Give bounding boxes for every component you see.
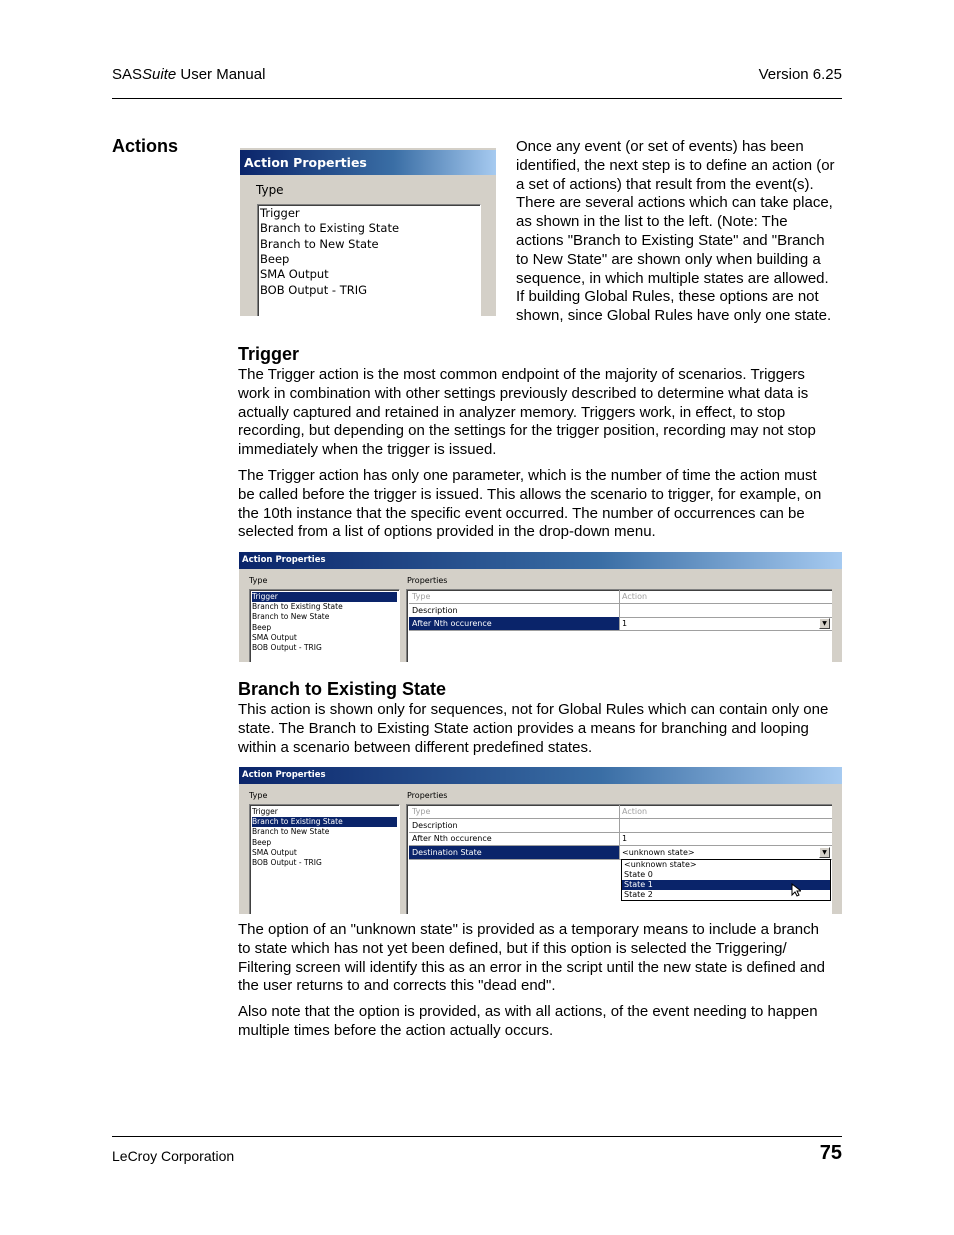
version-label: Version 6.25 [758, 66, 842, 83]
dropdown-option[interactable]: <unknown state> [624, 860, 697, 869]
unknown-state-paragraph [238, 921, 825, 996]
dropdown-option[interactable]: State 1 [622, 880, 830, 890]
text-line: actions "Branch to Existing State" and "Branch [516, 231, 825, 249]
branch-paragraph [238, 701, 828, 757]
text-line: Once any event (or set of events) has been [516, 138, 804, 155]
text-line: identified, the next step is to define an action (or [516, 156, 835, 174]
type-list-item[interactable]: Beep [252, 622, 272, 632]
text-line: Filtering screen will identify this as an error in the script until the new state is defined and [238, 958, 825, 976]
grid-row[interactable] [409, 846, 832, 860]
text-line: within a scenario between different predefined states. [238, 738, 593, 756]
text-line: a set of actions) that result from the event(s). [516, 175, 814, 193]
property-name: After Nth occurence [409, 832, 620, 845]
text-line: state. The Branch to Existing State action provides a means for branching and looping [238, 719, 809, 737]
action-properties-dialog-trigger [239, 552, 842, 662]
property-value[interactable]: 1 [622, 619, 628, 628]
properties-label: Properties [407, 576, 448, 585]
dropdown-option[interactable]: State 2 [624, 890, 653, 899]
header-rule [112, 98, 842, 99]
property-name: Description [409, 604, 620, 617]
type-list-item[interactable]: Branch to New State [252, 612, 330, 622]
repeat-note-paragraph [238, 1003, 818, 1041]
grid-header-row [409, 590, 832, 604]
property-name: Description [409, 819, 620, 832]
type-list-item[interactable]: Beep [260, 251, 290, 266]
text-line: The Trigger action is the most common endpoint of the majority of scenarios. Triggers [238, 366, 805, 383]
property-value[interactable]: 1 [622, 834, 628, 843]
type-list-item[interactable]: Branch to New State [260, 236, 379, 251]
dropdown-option[interactable]: State 0 [624, 870, 653, 879]
grid-row[interactable] [409, 604, 832, 618]
text-line: multiple times before the action actually occurs. [238, 1021, 554, 1039]
grid-row[interactable] [409, 832, 832, 846]
dialog-title: Action Properties [240, 148, 496, 175]
type-listbox[interactable] [249, 804, 400, 914]
text-line: There are several actions which can take place, [516, 194, 833, 212]
type-list-item[interactable]: Trigger [252, 592, 397, 602]
grid-row[interactable] [409, 617, 832, 631]
text-line: If building Global Rules, these options are not [516, 288, 819, 306]
property-value[interactable] [619, 604, 832, 617]
type-label: Type [249, 576, 268, 585]
text-line: shown, since Global Rules have only one state. [516, 307, 832, 325]
intro-paragraph [516, 138, 835, 326]
text-line: as shown in the list to the left. (Note: The [516, 213, 788, 231]
product-italic: Suite [142, 66, 177, 83]
type-listbox[interactable] [257, 204, 481, 316]
property-name: After Nth occurence [409, 617, 620, 630]
text-line: The Trigger action has only one parameter, which is the number of time the action must [238, 467, 817, 484]
properties-label: Properties [407, 791, 448, 800]
type-list-item[interactable]: Beep [252, 837, 272, 847]
grid-row[interactable] [409, 819, 832, 833]
text-line: selected from a list of options provided in the drop-down menu. [238, 523, 656, 541]
trigger-paragraph-1 [238, 366, 816, 460]
type-label: Type [249, 791, 268, 800]
footer-company: LeCroy Corporation [112, 1148, 235, 1164]
property-name: Type [409, 805, 620, 818]
property-value[interactable] [619, 819, 832, 832]
text-line: be called before the trigger is issued. This allows the scenario to trigger, for example, on [238, 485, 822, 503]
dialog-title: Action Properties [239, 767, 842, 784]
mouse-cursor-icon [791, 883, 801, 897]
type-list-item[interactable]: BOB Output - TRIG [260, 282, 368, 297]
footer-rule [112, 1136, 842, 1137]
dialog-title: Action Properties [239, 552, 842, 569]
dropdown-arrow-icon[interactable]: ▼ [819, 847, 830, 858]
type-list-item[interactable]: BOB Output - TRIG [252, 858, 322, 867]
grid-header-row [409, 805, 832, 819]
text-line: recording, but depending on the settings for the trigger position, recording may not stop [238, 422, 816, 440]
action-properties-dialog-branch [239, 767, 842, 914]
type-list-item[interactable]: Branch to Existing State [252, 602, 343, 612]
property-name: Type [409, 590, 620, 603]
property-value[interactable]: <unknown state> [622, 847, 695, 857]
properties-grid [406, 589, 832, 662]
type-list-item[interactable]: SMA Output [252, 632, 297, 642]
dropdown-arrow-icon[interactable]: ▼ [819, 618, 830, 629]
action-properties-dialog-small [240, 148, 496, 316]
type-list-item[interactable]: BOB Output - TRIG [252, 643, 322, 652]
page-number: 75 [819, 1142, 842, 1164]
type-list-item[interactable]: Branch to Existing State [260, 221, 400, 236]
type-listbox[interactable] [249, 589, 400, 662]
type-list-item[interactable]: Branch to New State [252, 827, 330, 837]
text-line: sequence, in which multiple states are allowed. [516, 269, 829, 287]
running-header-title [112, 66, 265, 83]
text-line: work in combination with other settings previously described to determine what data is [238, 384, 809, 402]
text-line: to state which has not yet been defined, but if this option is selected the Triggering/ [238, 939, 787, 957]
product-prefix: SAS [112, 66, 143, 83]
product-suffix: User Manual [176, 66, 266, 83]
text-line: immediately when the trigger is issued. [238, 441, 497, 459]
property-value: Action [622, 592, 648, 601]
text-line: This action is shown only for sequences, not for Global Rules which can contain only one [238, 701, 829, 718]
text-line: to New State" are shown only when building a [516, 250, 821, 268]
type-list-item[interactable]: SMA Output [260, 267, 329, 282]
property-value: Action [622, 807, 648, 816]
type-list-item[interactable]: SMA Output [252, 847, 297, 857]
text-line: Also note that the option is provided, as with all actions, of the event needing to happen [238, 1003, 818, 1020]
type-list-item[interactable]: Trigger [252, 807, 278, 816]
branch-heading: Branch to Existing State [238, 679, 447, 699]
section-title: Actions [112, 136, 179, 156]
text-line: the 10th instance that the specific event occurred. The number of occurrences can be [238, 504, 805, 522]
property-name: Destination State [409, 846, 620, 859]
trigger-heading: Trigger [238, 344, 300, 364]
text-line: actually captured and retained in analyzer memory. Triggers work, in effect, to stop [238, 403, 786, 421]
type-list-item[interactable]: Trigger [260, 206, 300, 220]
type-label: Type [256, 183, 284, 197]
text-line: the user returns to and corrects this "dead end". [238, 977, 556, 995]
type-list-item[interactable]: Branch to Existing State [252, 817, 397, 827]
trigger-paragraph-2 [238, 467, 821, 542]
text-line: The option of an "unknown state" is provided as a temporary means to include a branch [238, 921, 819, 938]
